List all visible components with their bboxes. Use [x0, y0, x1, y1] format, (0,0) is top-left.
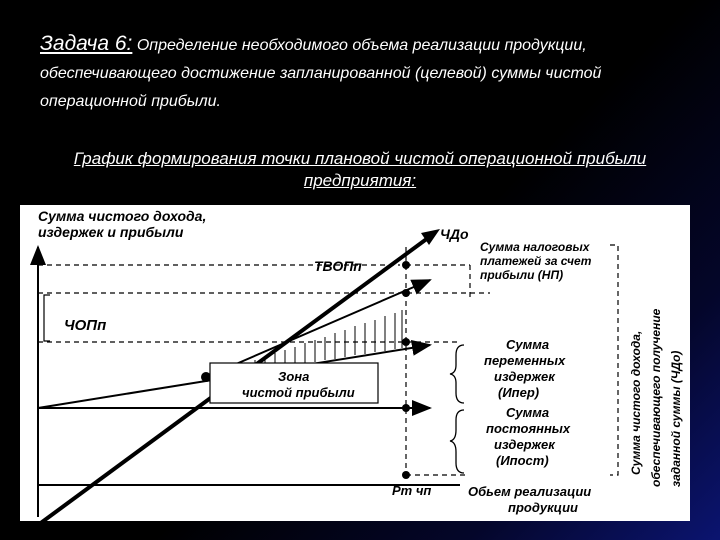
right-label-2: обеспечивающего получение	[649, 308, 663, 487]
right-label-1: Сумма чистого дохода,	[629, 330, 643, 475]
label-chd: ЧДо	[440, 226, 469, 242]
x-axis-label-2: продукции	[508, 500, 578, 515]
tax-label-3: прибыли (НП)	[480, 268, 564, 282]
zone-label-2: чистой прибыли	[242, 385, 355, 400]
var-label-2: переменных	[484, 353, 566, 368]
var-label-3: издержек	[494, 369, 555, 384]
task-title	[40, 30, 680, 116]
fix-label-3: издержек	[494, 437, 555, 452]
var-brace	[450, 345, 464, 403]
break-even-diagram	[20, 205, 690, 521]
tax-label-2: платежей за счет	[480, 254, 592, 268]
label-p-tchp: Рт чп	[392, 483, 432, 498]
guide-lines	[38, 247, 490, 477]
task-text: Определение необходимого объема реализации продукции, обеспечивающего достижение запланированной (целевой) суммы чистой операционной прибыли.	[40, 37, 602, 110]
fix-label-2: постоянных	[486, 421, 571, 436]
right-label-3: заданной суммы (ЧДо)	[669, 350, 683, 487]
fix-label-4: (Ипост)	[496, 453, 549, 468]
task-label: Задача 6:	[40, 32, 133, 55]
label-chop: ЧОПп	[64, 317, 107, 334]
tax-label-1: Сумма налоговых	[480, 240, 590, 254]
right-bracket	[610, 245, 618, 475]
var-label-1: Сумма	[506, 337, 550, 352]
fix-label-1: Сумма	[506, 405, 550, 420]
var-label-4: (Ипер)	[498, 385, 540, 400]
label-tvop: ТВОПп	[314, 258, 362, 274]
fix-brace	[450, 410, 464, 473]
chart-panel	[20, 205, 690, 521]
y-axis-label-2: издержек и прибыли	[38, 224, 184, 240]
y-axis-label-1: Сумма чистого дохода,	[38, 208, 207, 224]
chart-title: График формирования точки плановой чистой операционной прибыли предприятия:	[73, 149, 647, 190]
x-axis-label-1: Обьем реализации	[468, 484, 592, 499]
zone-label-1: Зона	[278, 369, 310, 384]
chop-bracket	[44, 295, 50, 341]
